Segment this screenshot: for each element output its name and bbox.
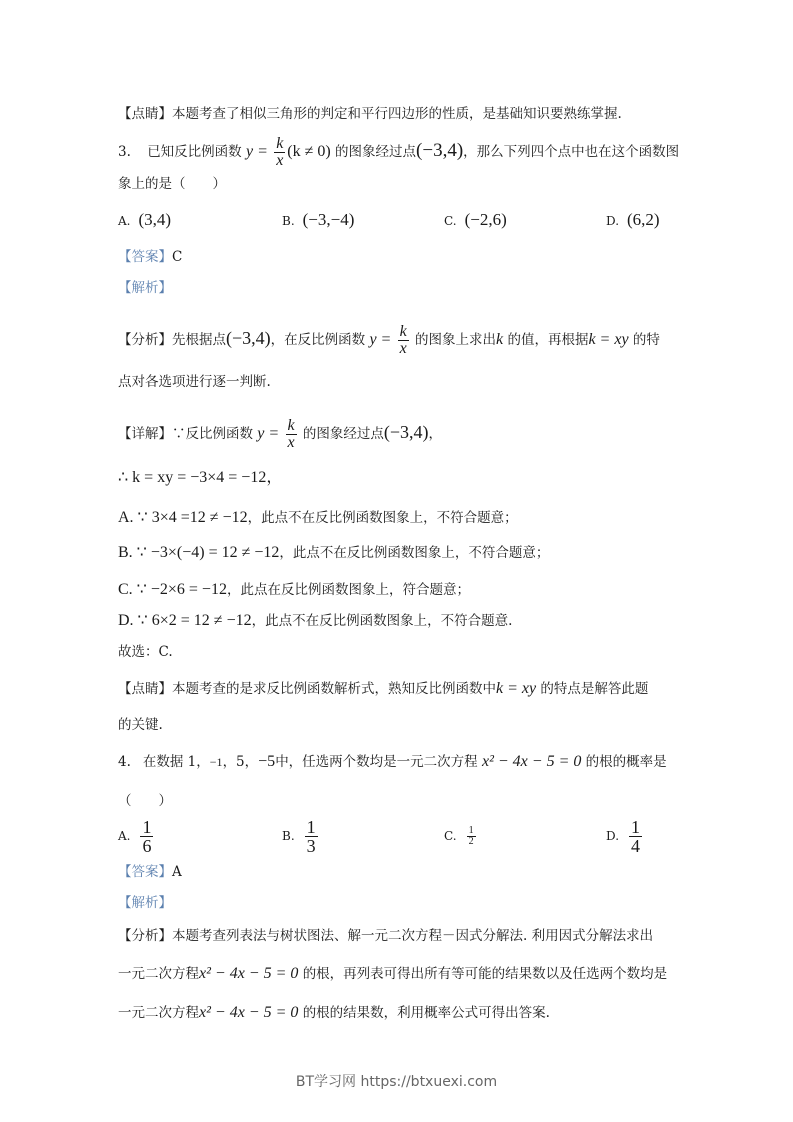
q3-stem-suffix: ，那么下列四个点中也在这个函数图 — [463, 144, 680, 160]
q3-fenxi: 【分析】先根据点(−3,4)，在反比例函数 y = $\frac{k}{x}$ 的图象上求出k 的值，再根据k = xy 的特 — [118, 323, 660, 357]
footer-watermark: BT学习网 https://btxuexi.com — [295, 1074, 498, 1090]
q3-stem-prefix: 已知反比例函数 — [147, 144, 242, 160]
q4-fenxi-line3: 一元二次方程x² − 4x − 5 = 0 的根的结果数，利用概率公式可得出答案. — [118, 1004, 550, 1021]
q3-func-fraction: $\frac{k}{x}$ — [276, 135, 284, 169]
q3-stem-line2: 象上的是（ ） — [118, 176, 226, 192]
fenxi-fraction: $\frac{k}{x}$ — [399, 323, 407, 357]
xiangjie-label: 【详解】 — [118, 426, 172, 442]
q3-dianjing-line2: 的关键. — [118, 717, 163, 733]
q4-option-d: D. $\frac{1}{4}$ — [606, 817, 641, 856]
q3-dianjing: 【点睛】本题考查的是求反比例函数解析式，熟知反比例函数中k = xy 的特点是解答此题 — [118, 680, 649, 697]
q3-therefore: ∴ k = xy = −3×4 = −12， — [118, 469, 283, 486]
q3-point: (−3,4) — [416, 140, 464, 161]
q4-stem-line2: （ ） — [118, 793, 172, 809]
q3-option-b: B. (−3,−4) — [282, 210, 355, 229]
dianjing-label: 【点睛】 — [118, 106, 172, 122]
q3-check-b: B. ∵ −3×(−4) = 12 ≠ −12，此点不在反比例函数图象上，不符合题意； — [118, 544, 550, 561]
q3-check-a: A. ∵ 3×4 =12 ≠ −12，此点不在反比例函数图象上，不符合题意； — [118, 509, 518, 526]
q3-check-d: D. ∵ 6×2 = 12 ≠ −12，此点不在反比例函数图象上，不符合题意. — [118, 612, 513, 629]
q3-option-d: D. (6,2) — [606, 210, 660, 229]
q4-stem: 4. 在数据 1，−1，5，−5中，任选两个数均是一元二次方程 x² − 4x − 5 = 0 的根的概率是 — [118, 753, 667, 770]
fenxi-label: 【分析】 — [118, 928, 172, 944]
q4-option-c: C. $\frac{1}{2}$ — [444, 825, 474, 847]
q4-option-a: A. $\frac{1}{6}$ — [118, 817, 152, 856]
q4-answer — [118, 862, 182, 882]
q2-comment-text: 本题考查了相似三角形的判定和平行四边形的性质，是基础知识要熟练掌握. — [172, 106, 622, 122]
q3-number: 3. — [118, 144, 131, 160]
answer-label: 【答案】 — [118, 249, 172, 265]
q3-func-cond: (k ≠ 0) — [287, 143, 331, 160]
q3-check-c: C. ∵ −2×6 = −12，此点在反比例函数图象上，符合题意； — [118, 581, 470, 598]
q3-stem-mid: 的图象经过点 — [335, 144, 417, 160]
answer-value: C — [172, 249, 183, 265]
q3-xiangjie: 【详解】∵反比例函数 y = $\frac{k}{x}$ 的图象经过点(−3,4)， — [118, 417, 443, 451]
q4-number: 4. — [118, 754, 131, 770]
answer-label: 【答案】 — [118, 864, 172, 880]
answer-value: A — [172, 864, 182, 880]
q3-answer — [118, 247, 182, 267]
q3-option-a: A. (3,4) — [118, 210, 172, 229]
q4-fenxi-line2: 一元二次方程x² − 4x − 5 = 0 的根，再列表可得出所有等可能的结果数以及任选两个数均是 — [118, 965, 668, 982]
q3-fenxi-line2: 点对各选项进行逐一判断. — [118, 374, 271, 390]
xiangjie-fraction: $\frac{k}{x}$ — [287, 417, 295, 451]
q3-choose: 故选：C. — [118, 644, 173, 660]
q4-analysis-label: 【解析】 — [118, 895, 172, 911]
q3-func-y: y = — [245, 143, 268, 160]
q3-stem — [118, 136, 679, 169]
fenxi-label: 【分析】 — [118, 332, 172, 348]
q4-option-b: B. $\frac{1}{3}$ — [282, 817, 316, 856]
q4-fenxi: 【分析】本题考查列表法与树状图法、解一元二次方程－因式分解法. 利用因式分解法求出 — [118, 928, 654, 944]
dianjing-label: 【点睛】 — [118, 681, 172, 697]
q2-comment — [118, 104, 622, 124]
q4-equation: x² − 4x − 5 = 0 — [481, 753, 582, 770]
q3-option-c: C. (−2,6) — [444, 210, 507, 229]
q3-analysis-label: 【解析】 — [118, 280, 172, 296]
